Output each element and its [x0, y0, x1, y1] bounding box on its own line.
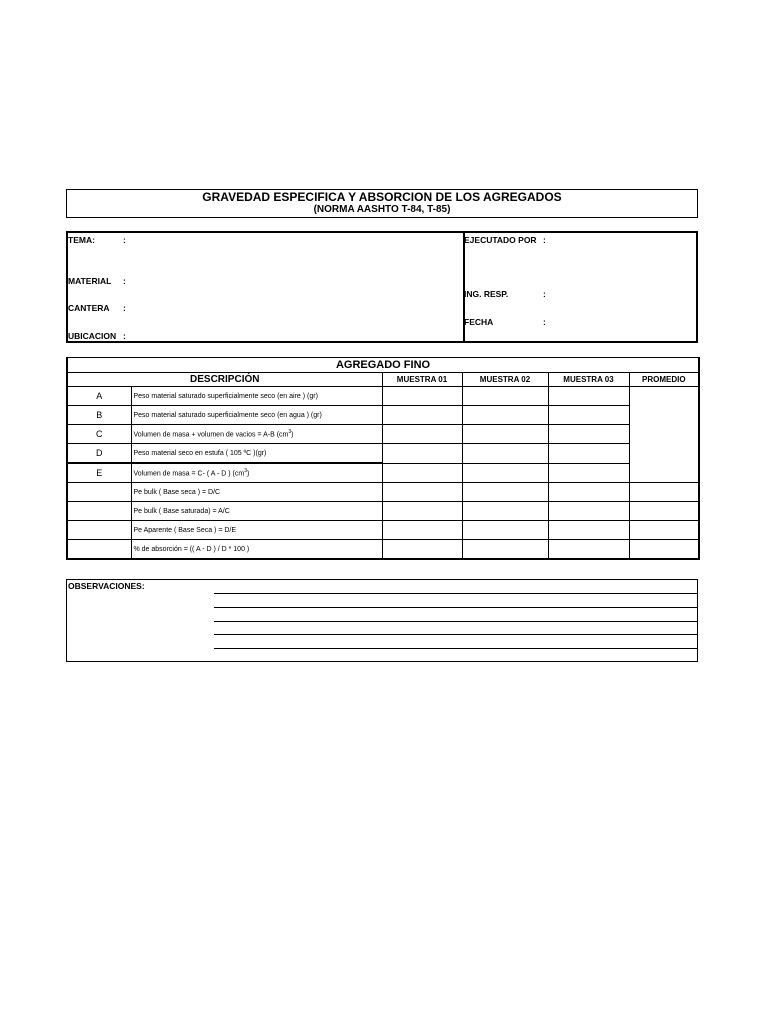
tema-colon: : [123, 235, 126, 245]
row-letter [67, 502, 131, 521]
muestra-02-cell[interactable] [462, 406, 548, 425]
row-description: Pe bulk ( Base seca ) = D/C [131, 483, 382, 502]
muestra-03-cell[interactable] [548, 463, 629, 483]
observaciones-line[interactable] [214, 593, 697, 594]
ejecutado-colon: : [543, 235, 546, 245]
row-letter: C [67, 425, 131, 444]
row-letter [67, 540, 131, 560]
promedio-cell[interactable] [629, 540, 699, 560]
row-description: Peso material seco en estufa ( 105 ºC )(gr) [131, 444, 382, 464]
material-colon: : [123, 276, 126, 286]
section-title: AGREGADO FINO [67, 358, 699, 373]
muestra-01-cell[interactable] [382, 483, 462, 502]
table-row [67, 521, 699, 540]
muestra-03-cell[interactable] [548, 483, 629, 502]
ing-resp-label: ING. RESP. [464, 289, 509, 299]
col-header-descripcion: DESCRIPCIÓN [67, 373, 382, 387]
row-letter: A [67, 387, 131, 406]
observaciones-line[interactable] [214, 607, 697, 608]
row-letter: B [67, 406, 131, 425]
row-description-text: Volumen de masa = C- ( A - D ) (cm [133, 470, 245, 478]
fecha-label: FECHA [464, 317, 494, 327]
muestra-03-cell[interactable] [548, 406, 629, 425]
row-description-close: ) [246, 470, 250, 478]
ing-resp-colon: : [543, 289, 546, 299]
promedio-cell[interactable] [629, 387, 699, 483]
muestra-02-cell[interactable] [462, 463, 548, 483]
superscript: 3 [244, 468, 247, 475]
muestra-03-cell[interactable] [548, 521, 629, 540]
table-row [67, 463, 699, 483]
muestra-03-cell[interactable] [548, 502, 629, 521]
muestra-03-cell[interactable] [548, 425, 629, 444]
observaciones-box [66, 579, 698, 662]
muestra-02-cell[interactable] [462, 444, 548, 464]
promedio-cell[interactable] [629, 502, 699, 521]
muestra-02-cell[interactable] [462, 521, 548, 540]
col-header-promedio: PROMEDIO [629, 373, 699, 387]
col-header-muestra-01: MUESTRA 01 [382, 373, 462, 387]
muestra-01-cell[interactable] [382, 521, 462, 540]
observaciones-label: OBSERVACIONES: [68, 581, 145, 591]
muestra-01-cell[interactable] [382, 387, 462, 406]
observaciones-line[interactable] [214, 634, 697, 635]
row-description [131, 463, 382, 483]
muestra-01-cell[interactable] [382, 444, 462, 464]
muestra-03-cell[interactable] [548, 444, 629, 464]
row-description: Pe Aparente ( Base Seca ) = D/E [131, 521, 382, 540]
row-description: % de absorción = (( A - D ) / D * 100 ) [131, 540, 382, 560]
row-description: Peso material saturado superficialmente seco (en aire ) (gr) [131, 387, 382, 406]
observaciones-line[interactable] [214, 648, 697, 649]
agregado-fino-table [66, 357, 700, 560]
material-label: MATERIAL [68, 276, 112, 286]
table-row [67, 387, 699, 406]
muestra-01-cell[interactable] [382, 406, 462, 425]
muestra-01-cell[interactable] [382, 540, 462, 560]
title-box [66, 189, 698, 218]
muestra-02-cell[interactable] [462, 387, 548, 406]
muestra-01-cell[interactable] [382, 502, 462, 521]
row-description-close: ) [291, 431, 294, 439]
table-row [67, 483, 699, 502]
row-description: Peso material saturado superficialmente seco (en agua ) (gr) [131, 406, 382, 425]
muestra-03-cell[interactable] [548, 540, 629, 560]
ubicacion-colon: : [123, 331, 126, 341]
page-title: GRAVEDAD ESPECIFICA Y ABSORCION DE LOS AGREGADOS [202, 190, 562, 204]
page-subtitle: (NORMA AASHTO T-84, T-85) [313, 204, 451, 215]
info-box [66, 231, 698, 343]
promedio-cell[interactable] [629, 521, 699, 540]
table-row [67, 444, 699, 464]
fecha-colon: : [543, 317, 546, 327]
row-letter: D [67, 444, 131, 464]
row-description [131, 425, 382, 444]
col-header-muestra-03: MUESTRA 03 [548, 373, 629, 387]
muestra-02-cell[interactable] [462, 502, 548, 521]
col-header-muestra-02: MUESTRA 02 [462, 373, 548, 387]
table-row [67, 425, 699, 444]
ejecutado-label: EJECUTADO POR [464, 235, 537, 245]
ubicacion-label: UBICACION [68, 331, 117, 341]
cantera-colon: : [123, 303, 126, 313]
row-letter [67, 483, 131, 502]
promedio-cell[interactable] [629, 483, 699, 502]
row-description: Pe bulk ( Base saturada) = A/C [131, 502, 382, 521]
muestra-02-cell[interactable] [462, 540, 548, 560]
table-row [67, 540, 699, 560]
row-description-text: Volumen de masa + volumen de vacios = A-B (cm [133, 431, 289, 439]
tema-label: TEMA: [68, 235, 95, 245]
muestra-01-cell[interactable] [382, 425, 462, 444]
row-letter: E [67, 463, 131, 483]
muestra-02-cell[interactable] [462, 483, 548, 502]
table-row [67, 406, 699, 425]
observaciones-line[interactable] [214, 621, 697, 622]
row-letter [67, 521, 131, 540]
table-row [67, 502, 699, 521]
muestra-03-cell[interactable] [548, 387, 629, 406]
muestra-01-cell[interactable] [382, 463, 462, 483]
muestra-02-cell[interactable] [462, 425, 548, 444]
superscript: 3 [288, 429, 292, 436]
cantera-label: CANTERA [68, 303, 110, 313]
